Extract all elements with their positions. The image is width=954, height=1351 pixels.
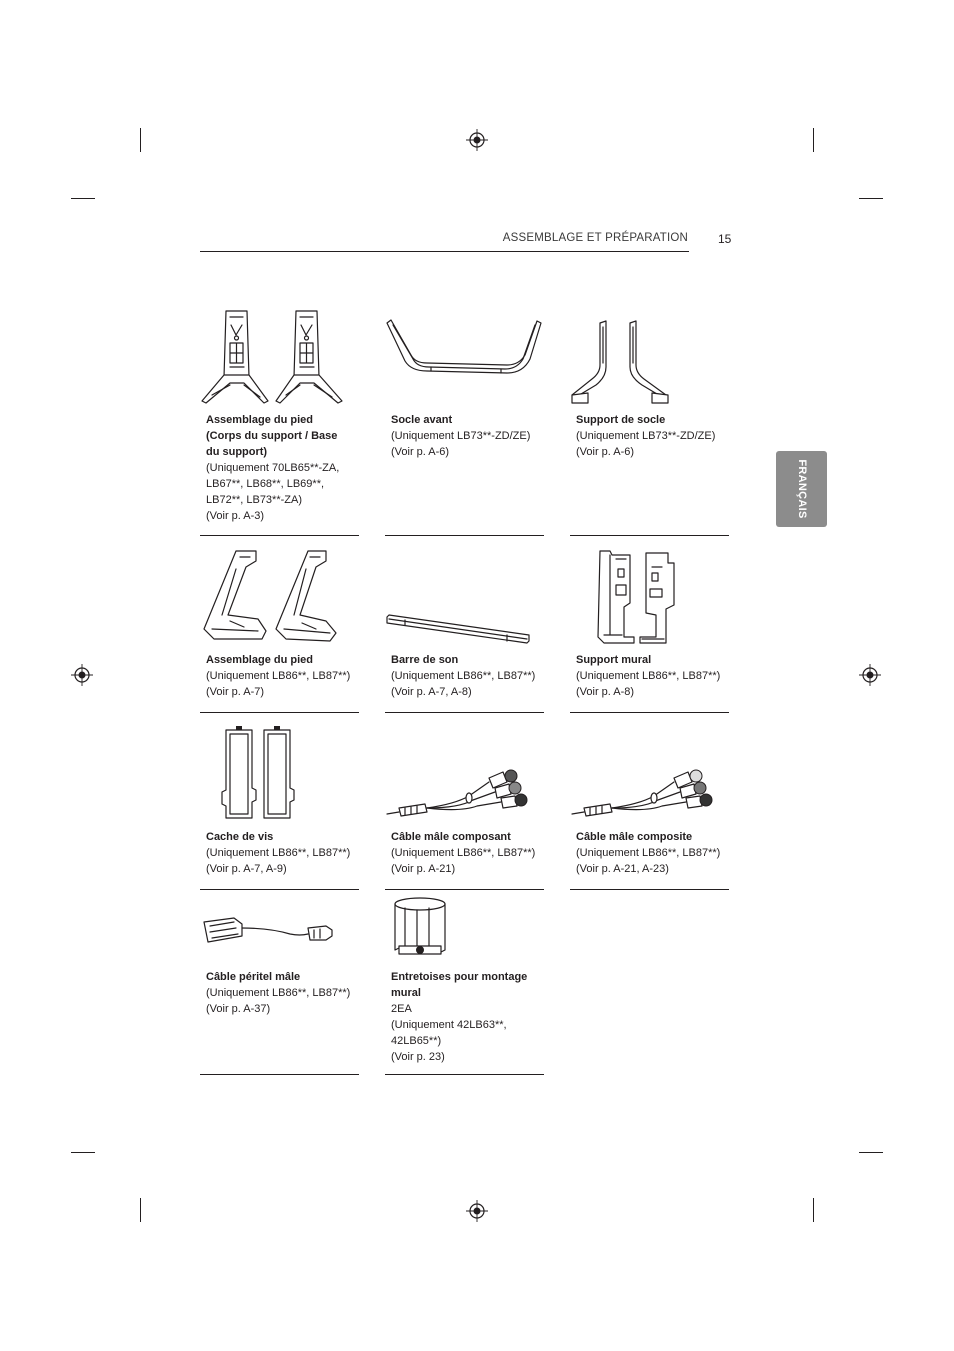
item-description: (Voir p. A-6) — [576, 446, 635, 458]
crop-mark — [859, 1152, 883, 1153]
item-description: (Uniquement LB73**-ZD/ZE) — [391, 430, 531, 442]
item-description: (Voir p. A-6) — [391, 446, 450, 458]
item-description: (Uniquement LB86**, LB87**) — [206, 847, 351, 859]
item-title: du support) — [206, 446, 268, 458]
wall-bracket-illustration — [570, 545, 729, 650]
item-divider — [385, 535, 544, 536]
item-title: Barre de son — [391, 654, 459, 666]
item-title: Socle avant — [391, 414, 453, 426]
item-caption — [391, 412, 543, 460]
item-divider — [570, 535, 729, 536]
item-divider — [200, 1074, 359, 1075]
item-description: (Uniquement LB86**, LB87**) — [576, 670, 721, 682]
item-description: (Uniquement LB86**, LB87**) — [391, 670, 536, 682]
item-caption — [576, 652, 728, 700]
crop-mark — [140, 128, 141, 152]
item-title: Câble mâle composant — [391, 831, 511, 843]
item-title: Câble mâle composite — [576, 831, 693, 843]
item-description: (Voir p. 23) — [391, 1051, 445, 1063]
item-title: Support de socle — [576, 414, 666, 426]
item-description: LB72**, LB73**-ZA) — [206, 494, 302, 506]
item-caption — [391, 969, 543, 1065]
item-title: Câble péritel mâle — [206, 971, 301, 983]
item-caption — [206, 412, 358, 524]
crop-mark — [813, 1198, 814, 1222]
screw-cover-illustration — [200, 722, 359, 827]
crop-mark — [813, 128, 814, 152]
composite-cable-illustration — [570, 722, 729, 827]
registration-mark-icon — [859, 664, 881, 686]
item-caption — [206, 969, 358, 1017]
crop-mark — [71, 1152, 95, 1153]
item-description: (Uniquement LB86**, LB87**) — [206, 987, 351, 999]
stand-assembly-illustration — [200, 545, 359, 650]
item-description: (Voir p. A-7, A-9) — [206, 863, 287, 875]
section-title: ASSEMBLAGE ET PRÉPARATION — [502, 232, 688, 244]
registration-mark-icon — [71, 664, 93, 686]
item-divider — [570, 712, 729, 713]
item-title: (Corps du support / Base — [206, 430, 338, 442]
item-divider — [385, 712, 544, 713]
item-caption — [206, 652, 358, 700]
item-divider — [200, 535, 359, 536]
item-description: (Uniquement LB86**, LB87**) — [206, 670, 351, 682]
item-description: (Uniquement 70LB65**-ZA, — [206, 462, 340, 474]
base-support-illustration — [570, 305, 729, 410]
item-description: (Voir p. A-8) — [576, 686, 635, 698]
header-rule — [200, 251, 689, 252]
crop-mark — [71, 198, 95, 199]
item-description: (Uniquement LB86**, LB87**) — [391, 847, 536, 859]
item-title: Assemblage du pied — [206, 654, 313, 666]
item-description: (Voir p. A-37) — [206, 1003, 271, 1015]
item-description: 42LB65**) — [391, 1035, 442, 1047]
soundbar-illustration — [385, 545, 544, 650]
component-cable-illustration — [385, 722, 544, 827]
item-title: Support mural — [576, 654, 652, 666]
item-divider — [385, 1074, 544, 1075]
crop-mark — [140, 1198, 141, 1222]
item-divider — [570, 889, 729, 890]
item-caption — [576, 412, 728, 460]
item-description: (Voir p. A-21, A-23) — [576, 863, 669, 875]
wall-spacer-illustration — [385, 862, 544, 967]
item-title: mural — [391, 987, 421, 999]
scart-cable-illustration — [200, 862, 359, 967]
item-description: (Uniquement LB86**, LB87**) — [576, 847, 721, 859]
item-title: Cache de vis — [206, 831, 274, 843]
item-description: 2EA — [391, 1003, 412, 1015]
item-description: (Voir p. A-7) — [206, 686, 265, 698]
crop-mark — [859, 198, 883, 199]
stand-assembly-illustration — [200, 305, 359, 410]
item-description: (Voir p. A-3) — [206, 510, 265, 522]
registration-mark-icon — [466, 129, 488, 151]
item-description: (Uniquement LB73**-ZD/ZE) — [576, 430, 716, 442]
item-description: LB67**, LB68**, LB69**, — [206, 478, 325, 490]
item-caption — [391, 652, 543, 700]
item-divider — [200, 712, 359, 713]
language-tab-label: FRANÇAIS — [795, 459, 808, 519]
item-description: (Voir p. A-21) — [391, 863, 456, 875]
registration-mark-icon — [466, 1200, 488, 1222]
item-caption — [576, 829, 728, 877]
item-title: Assemblage du pied — [206, 414, 313, 426]
item-description: (Uniquement 42LB63**, — [391, 1019, 507, 1031]
page-number: 15 — [718, 232, 732, 246]
item-description: (Voir p. A-7, A-8) — [391, 686, 472, 698]
front-base-illustration — [385, 305, 544, 410]
language-tab — [776, 451, 827, 527]
item-title: Entretoises pour montage — [391, 971, 528, 983]
